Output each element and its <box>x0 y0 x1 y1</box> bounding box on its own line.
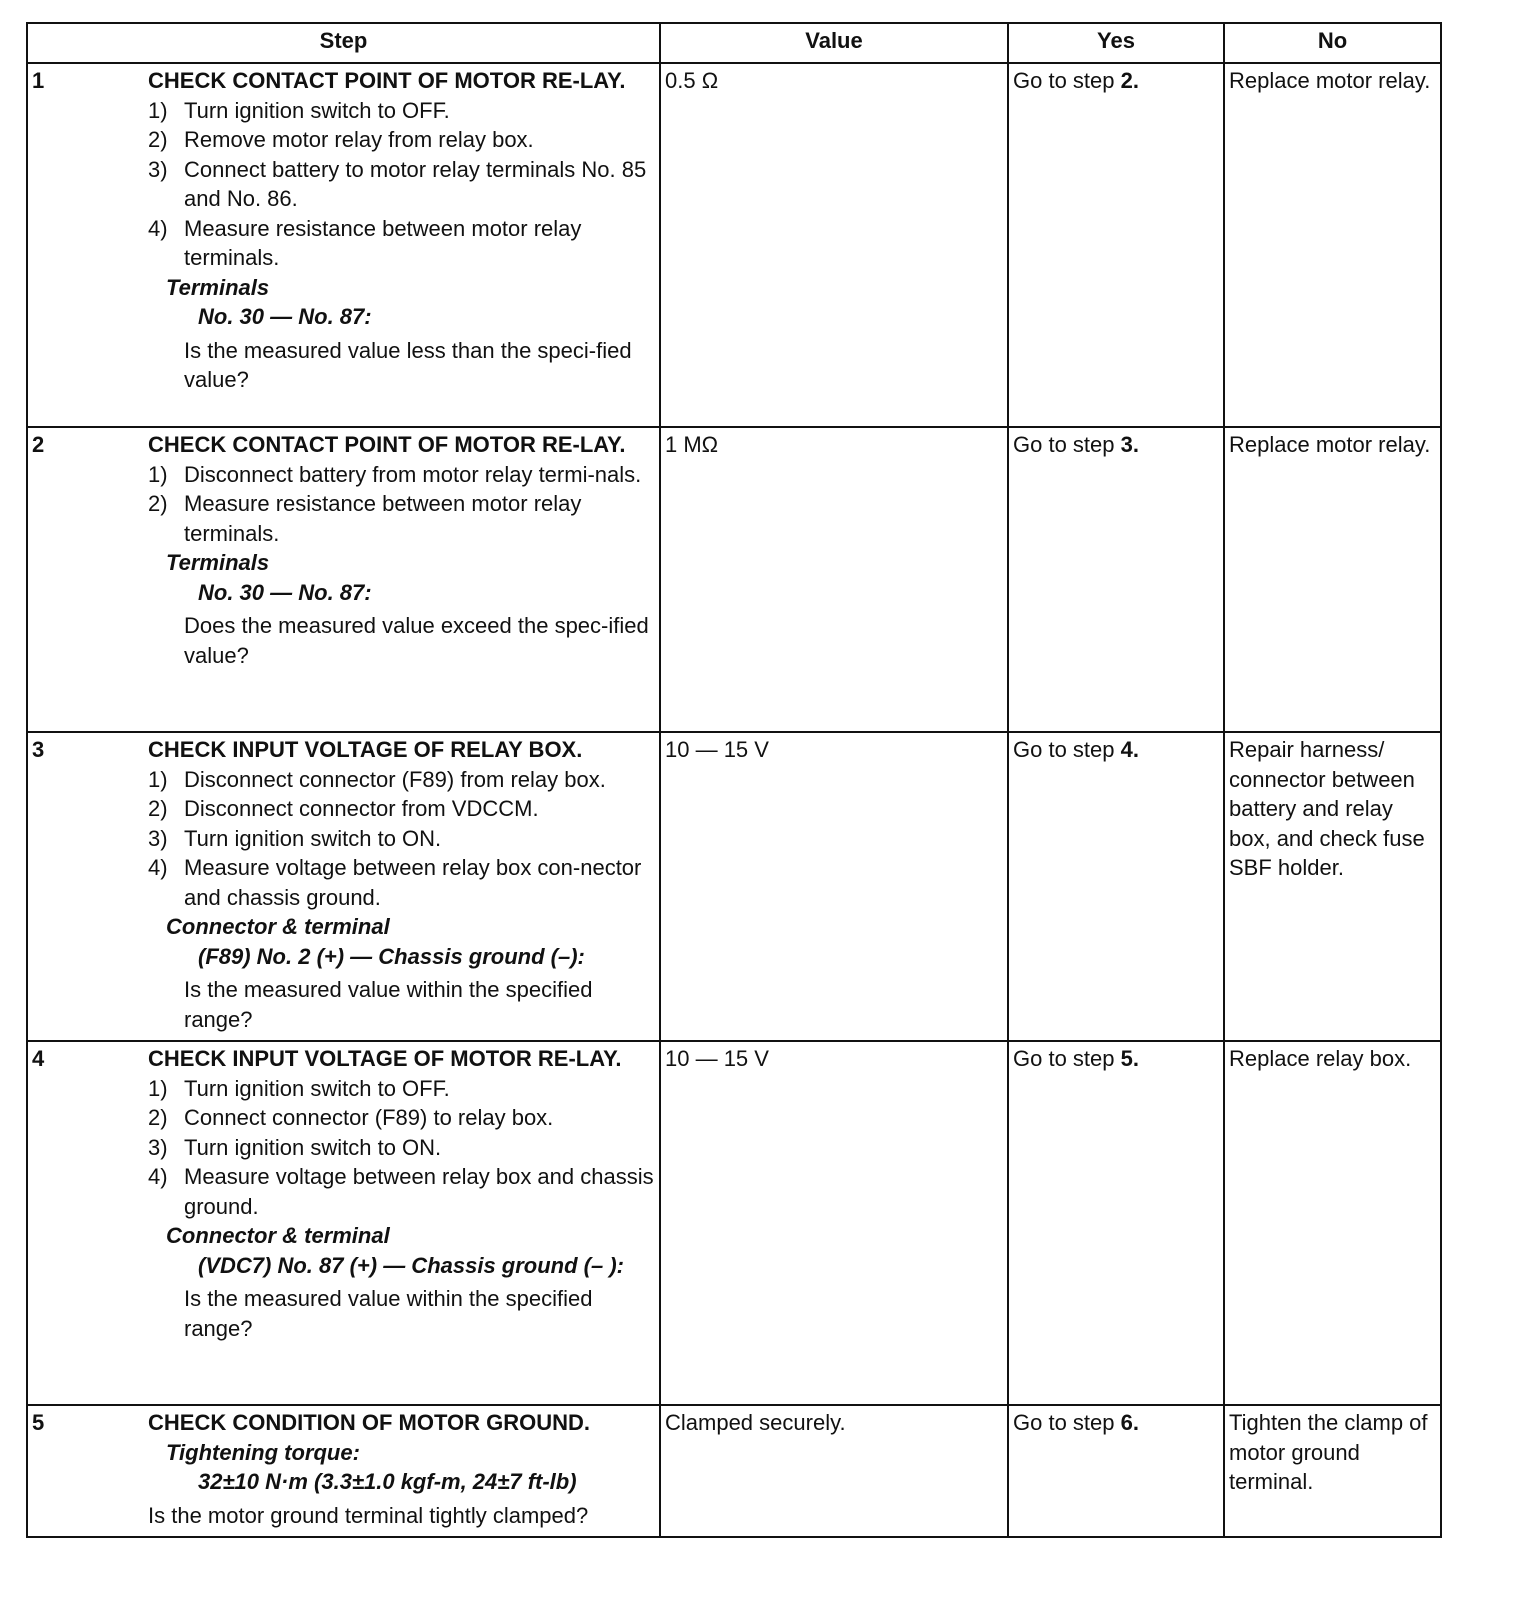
table-row <box>27 63 1441 427</box>
step-body <box>148 1405 660 1537</box>
header-value: Value <box>660 23 1008 63</box>
yes-cell: Go to step 6. <box>1008 1405 1224 1537</box>
substep-list <box>148 460 655 549</box>
list-item: 1) Disconnect connector (F89) from relay box. <box>148 766 606 792</box>
step-number: 2 <box>27 427 148 732</box>
list-item: 1) Turn ignition switch to OFF. <box>148 97 450 123</box>
list-item: 3) Turn ignition switch to ON. <box>148 1134 442 1160</box>
yes-cell: Go to step 3. <box>1008 427 1224 732</box>
table-row <box>27 1405 1441 1537</box>
table-row <box>27 427 1441 732</box>
step-title: CHECK INPUT VOLTAGE OF MOTOR RE-LAY. <box>148 1046 622 1071</box>
list-item: 1) Turn ignition switch to OFF. <box>148 1075 450 1101</box>
spec-value: (VDC7) No. 87 (+) — Chassis ground (– ): <box>198 1252 624 1278</box>
value-cell: 10 — 15 V <box>660 732 1008 1041</box>
substep-list <box>148 96 655 273</box>
spec-value: (F89) No. 2 (+) — Chassis ground (–): <box>198 943 585 969</box>
yes-cell: Go to step 2. <box>1008 63 1224 427</box>
table-row <box>27 1041 1441 1405</box>
yes-step-ref: 4. <box>1120 737 1139 762</box>
question: Does the measured value exceed the spec-ified value? <box>184 613 649 668</box>
step-number: 5 <box>27 1405 148 1537</box>
value-cell: 1 MΩ <box>660 427 1008 732</box>
question: Is the measured value within the specified range? <box>184 1286 593 1341</box>
value-cell: Clamped securely. <box>660 1405 1008 1537</box>
header-row <box>27 23 1441 63</box>
spec-heading: Connector & terminal <box>166 914 390 939</box>
substep-list <box>148 1074 655 1222</box>
spec-value: No. 30 — No. 87: <box>198 304 372 329</box>
list-item: 2) Measure resistance between motor relay terminals. <box>148 491 582 546</box>
spec-heading: Connector & terminal <box>166 1223 390 1248</box>
spec-heading: Terminals <box>166 550 270 575</box>
question: Is the measured value within the specified range? <box>184 977 593 1032</box>
value-cell: 0.5 Ω <box>660 63 1008 427</box>
no-cell: Tighten the clamp of motor ground terminal. <box>1224 1405 1441 1537</box>
value-cell: 10 — 15 V <box>660 1041 1008 1405</box>
list-item: 4) Measure voltage between relay box con-nector and chassis ground. <box>148 855 642 910</box>
list-item: 2) Remove motor relay from relay box. <box>148 127 534 152</box>
step-number: 3 <box>27 732 148 1041</box>
list-item: 3) Connect battery to motor relay terminals No. 85 and No. 86. <box>148 156 647 211</box>
no-cell: Replace motor relay. <box>1224 63 1441 427</box>
step-body <box>148 63 660 427</box>
yes-cell: Go to step 4. <box>1008 732 1224 1041</box>
yes-step-ref: 3. <box>1120 432 1139 457</box>
step-body <box>148 732 660 1041</box>
list-item: 2) Disconnect connector from VDCCM. <box>148 796 539 821</box>
list-item: 4) Measure resistance between motor relay terminals. <box>148 215 582 270</box>
header-step: Step <box>27 23 660 63</box>
spec-heading: Tightening torque: <box>166 1439 360 1465</box>
question: Is the measured value less than the speci-fied value? <box>184 337 632 392</box>
no-cell: Replace motor relay. <box>1224 427 1441 732</box>
no-cell: Repair harness/ connector between battery and relay box, and check fuse SBF holder. <box>1224 732 1441 1041</box>
yes-step-ref: 5. <box>1120 1046 1139 1071</box>
step-title: CHECK INPUT VOLTAGE OF RELAY BOX. <box>148 737 583 762</box>
list-item: 2) Connect connector (F89) to relay box. <box>148 1105 554 1130</box>
yes-step-ref: 2. <box>1120 68 1139 93</box>
yes-cell: Go to step 5. <box>1008 1041 1224 1405</box>
list-item: 4) Measure voltage between relay box and chassis ground. <box>148 1164 654 1219</box>
step-title: CHECK CONDITION OF MOTOR GROUND. <box>148 1410 591 1435</box>
header-yes: Yes <box>1008 23 1224 63</box>
step-number: 1 <box>27 63 148 427</box>
spec-heading: Terminals <box>166 274 270 300</box>
step-number: 4 <box>27 1041 148 1405</box>
step-body <box>148 427 660 732</box>
substep-list <box>148 765 655 913</box>
header-no: No <box>1224 23 1441 63</box>
list-item: 3) Turn ignition switch to ON. <box>148 825 442 851</box>
step-title: CHECK CONTACT POINT OF MOTOR RE-LAY. <box>148 68 626 93</box>
step-body <box>148 1041 660 1405</box>
yes-step-ref: 6. <box>1120 1410 1139 1435</box>
table-row <box>27 732 1441 1041</box>
question: Is the motor ground terminal tightly clamped? <box>148 1502 589 1528</box>
no-cell: Replace relay box. <box>1224 1041 1441 1405</box>
spec-value: 32±10 N·m (3.3±1.0 kgf-m, 24±7 ft-lb) <box>198 1469 577 1494</box>
spec-value: No. 30 — No. 87: <box>198 579 372 605</box>
step-title: CHECK CONTACT POINT OF MOTOR RE-LAY. <box>148 432 626 457</box>
diagnostic-table <box>26 22 1442 1538</box>
list-item: 1) Disconnect battery from motor relay termi-nals. <box>148 461 642 487</box>
